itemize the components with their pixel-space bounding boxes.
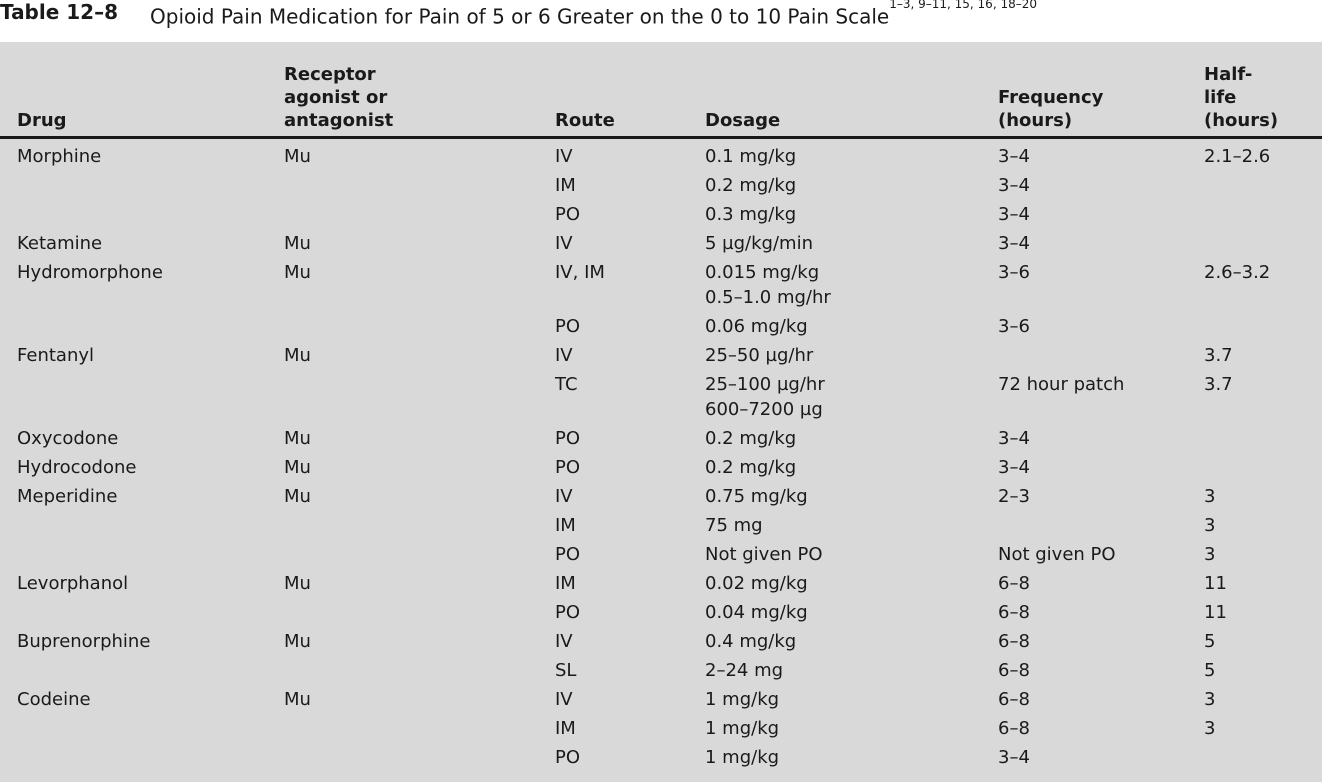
cell-route: PO [555, 602, 581, 623]
cell-route: IV [555, 486, 573, 507]
cell-frequency: 6–8 [998, 660, 1030, 681]
cell-receptor: Mu [284, 573, 311, 594]
header-route: Route [555, 42, 705, 138]
row-spacer [0, 484, 17, 513]
table-title-text: Opioid Pain Medication for Pain of 5 or 6 Greater on the 0 to 10 Pain Scale [150, 4, 890, 29]
cell-drug [17, 314, 284, 343]
table-row [0, 658, 1322, 687]
row-spacer [0, 260, 17, 314]
cell-dosage: 2–24 mg [705, 660, 784, 681]
cell-half-life [1204, 173, 1322, 202]
cell-frequency: 3–6 [998, 316, 1030, 337]
cell-drug [17, 173, 284, 202]
cell-dosage: 0.015 mg/kg 0.5–1.0 mg/hr [705, 262, 831, 308]
cell-frequency: 3–4 [998, 747, 1030, 768]
cell-frequency: 3–4 [998, 204, 1030, 225]
cell-dosage: 25–100 µg/hr 600–7200 µg [705, 374, 825, 420]
cell-receptor: Mu [284, 262, 311, 283]
table-title [150, 0, 1037, 29]
table-row [0, 372, 1322, 426]
cell-route: IV [555, 631, 573, 652]
cell-frequency: Not given PO [998, 544, 1116, 565]
cell-frequency: 6–8 [998, 631, 1030, 652]
cell-drug: Fentanyl [17, 345, 95, 366]
row-spacer [0, 455, 17, 484]
cell-dosage: 1 mg/kg [705, 747, 780, 768]
row-spacer [0, 426, 17, 455]
row-spacer [0, 687, 17, 716]
cell-receptor [284, 600, 555, 629]
cell-dosage: 0.4 mg/kg [705, 631, 797, 652]
cell-route: PO [555, 204, 581, 225]
table-row [0, 260, 1322, 314]
cell-half-life [1204, 455, 1322, 484]
cell-drug [17, 202, 284, 231]
cell-dosage: 0.2 mg/kg [705, 457, 797, 478]
cell-dosage: 25–50 µg/hr [705, 345, 814, 366]
cell-frequency: 3–4 [998, 146, 1030, 167]
cell-dosage: 1 mg/kg [705, 689, 780, 710]
cell-receptor: Mu [284, 457, 311, 478]
cell-route: TC [555, 374, 578, 395]
cell-route: PO [555, 457, 581, 478]
cell-dosage: 75 mg [705, 515, 763, 536]
cell-frequency [998, 513, 1204, 542]
cell-dosage: 0.75 mg/kg [705, 486, 808, 507]
table-caption [0, 0, 1322, 42]
cell-route: PO [555, 747, 581, 768]
cell-half-life: 5 [1204, 631, 1216, 652]
row-spacer [0, 513, 17, 542]
table-row [0, 513, 1322, 542]
cell-half-life: 3.7 [1204, 374, 1233, 395]
cell-receptor [284, 173, 555, 202]
cell-drug: Hydromorphone [17, 262, 163, 283]
table-row [0, 716, 1322, 745]
cell-drug: Ketamine [17, 233, 103, 254]
cell-frequency: 72 hour patch [998, 374, 1125, 395]
cell-frequency: 3–6 [998, 262, 1030, 283]
cell-route: IM [555, 573, 576, 594]
row-spacer [0, 202, 17, 231]
cell-drug: Hydrocodone [17, 457, 137, 478]
table-row [0, 202, 1322, 231]
table-body [0, 138, 1322, 775]
cell-drug [17, 745, 284, 774]
row-spacer [0, 173, 17, 202]
opioid-table [0, 42, 1322, 774]
row-spacer [0, 372, 17, 426]
header-frequency: Frequency (hours) [998, 42, 1204, 138]
cell-receptor [284, 716, 555, 745]
table-row [0, 571, 1322, 600]
row-spacer [0, 314, 17, 343]
row-spacer [0, 138, 17, 174]
cell-dosage: 0.06 mg/kg [705, 316, 808, 337]
row-spacer [0, 629, 17, 658]
cell-dosage: 0.2 mg/kg [705, 428, 797, 449]
table-row [0, 231, 1322, 260]
row-spacer [0, 716, 17, 745]
cell-half-life [1204, 745, 1322, 774]
cell-half-life: 2.1–2.6 [1204, 146, 1271, 167]
cell-drug: Morphine [17, 146, 102, 167]
cell-drug: Levorphanol [17, 573, 129, 594]
cell-dosage: 1 mg/kg [705, 718, 780, 739]
table-row [0, 745, 1322, 774]
cell-route: IM [555, 175, 576, 196]
cell-receptor: Mu [284, 233, 311, 254]
cell-frequency: 3–4 [998, 457, 1030, 478]
header-receptor: Receptor agonist or antagonist [284, 42, 555, 138]
cell-receptor: Mu [284, 486, 311, 507]
header-drug: Drug [17, 42, 284, 138]
cell-half-life: 3.7 [1204, 345, 1233, 366]
cell-drug [17, 716, 284, 745]
table-references: 1–3, 9–11, 15, 16, 18–20 [889, 0, 1037, 11]
cell-receptor [284, 314, 555, 343]
cell-route: PO [555, 428, 581, 449]
header-half-life: Half-life (hours) [1204, 42, 1322, 138]
cell-receptor [284, 202, 555, 231]
header-row [0, 42, 1322, 138]
table-container [0, 42, 1322, 782]
table-row [0, 455, 1322, 484]
cell-route: PO [555, 316, 581, 337]
cell-half-life: 3 [1204, 486, 1216, 507]
cell-half-life [1204, 202, 1322, 231]
cell-route: IV [555, 233, 573, 254]
cell-receptor: Mu [284, 689, 311, 710]
cell-drug [17, 513, 284, 542]
header-dosage: Dosage [705, 42, 998, 138]
table-row [0, 542, 1322, 571]
table-row [0, 629, 1322, 658]
cell-route: PO [555, 544, 581, 565]
cell-drug [17, 372, 284, 426]
cell-dosage: 0.3 mg/kg [705, 204, 797, 225]
cell-half-life: 3 [1204, 544, 1216, 565]
cell-route: IV [555, 345, 573, 366]
table-number: Table 12–8 [0, 0, 119, 24]
row-spacer [0, 745, 17, 774]
cell-dosage: 5 µg/kg/min [705, 233, 813, 254]
table-row [0, 426, 1322, 455]
cell-drug [17, 542, 284, 571]
cell-route: IV [555, 146, 573, 167]
cell-frequency: 2–3 [998, 486, 1030, 507]
cell-route: IM [555, 718, 576, 739]
cell-frequency: 6–8 [998, 602, 1030, 623]
cell-half-life: 3 [1204, 689, 1216, 710]
table-row [0, 484, 1322, 513]
row-spacer [0, 600, 17, 629]
cell-frequency: 3–4 [998, 175, 1030, 196]
row-spacer [0, 343, 17, 372]
cell-frequency: 3–4 [998, 233, 1030, 254]
cell-half-life: 11 [1204, 573, 1227, 594]
cell-receptor: Mu [284, 428, 311, 449]
cell-receptor [284, 372, 555, 426]
header-spacer [0, 42, 17, 138]
table-row [0, 343, 1322, 372]
table-row [0, 138, 1322, 174]
cell-half-life [1204, 231, 1322, 260]
cell-receptor [284, 513, 555, 542]
table-row [0, 687, 1322, 716]
cell-frequency: 6–8 [998, 718, 1030, 739]
cell-dosage: 0.02 mg/kg [705, 573, 808, 594]
cell-half-life: 11 [1204, 602, 1227, 623]
cell-drug: Meperidine [17, 486, 118, 507]
cell-dosage: 0.04 mg/kg [705, 602, 808, 623]
cell-half-life: 2.6–3.2 [1204, 262, 1271, 283]
cell-half-life: 3 [1204, 718, 1216, 739]
cell-receptor [284, 658, 555, 687]
cell-route: IV [555, 689, 573, 710]
cell-dosage: 0.2 mg/kg [705, 175, 797, 196]
cell-drug: Codeine [17, 689, 91, 710]
cell-half-life [1204, 314, 1322, 343]
row-spacer [0, 658, 17, 687]
cell-route: IM [555, 515, 576, 536]
table-row [0, 173, 1322, 202]
cell-receptor: Mu [284, 631, 311, 652]
cell-dosage: 0.1 mg/kg [705, 146, 797, 167]
cell-drug: Buprenorphine [17, 631, 151, 652]
cell-frequency [998, 343, 1204, 372]
cell-receptor: Mu [284, 146, 311, 167]
table-row [0, 314, 1322, 343]
cell-drug: Oxycodone [17, 428, 119, 449]
cell-route: IV, IM [555, 262, 605, 283]
cell-receptor [284, 745, 555, 774]
row-spacer [0, 231, 17, 260]
cell-receptor: Mu [284, 345, 311, 366]
cell-frequency: 6–8 [998, 573, 1030, 594]
table-row [0, 600, 1322, 629]
cell-half-life: 5 [1204, 660, 1216, 681]
cell-frequency: 6–8 [998, 689, 1030, 710]
cell-frequency: 3–4 [998, 428, 1030, 449]
row-spacer [0, 571, 17, 600]
cell-half-life: 3 [1204, 515, 1216, 536]
cell-receptor [284, 542, 555, 571]
row-spacer [0, 542, 17, 571]
cell-half-life [1204, 426, 1322, 455]
table-header [0, 42, 1322, 138]
cell-drug [17, 600, 284, 629]
cell-route: SL [555, 660, 577, 681]
cell-dosage: Not given PO [705, 544, 823, 565]
cell-drug [17, 658, 284, 687]
